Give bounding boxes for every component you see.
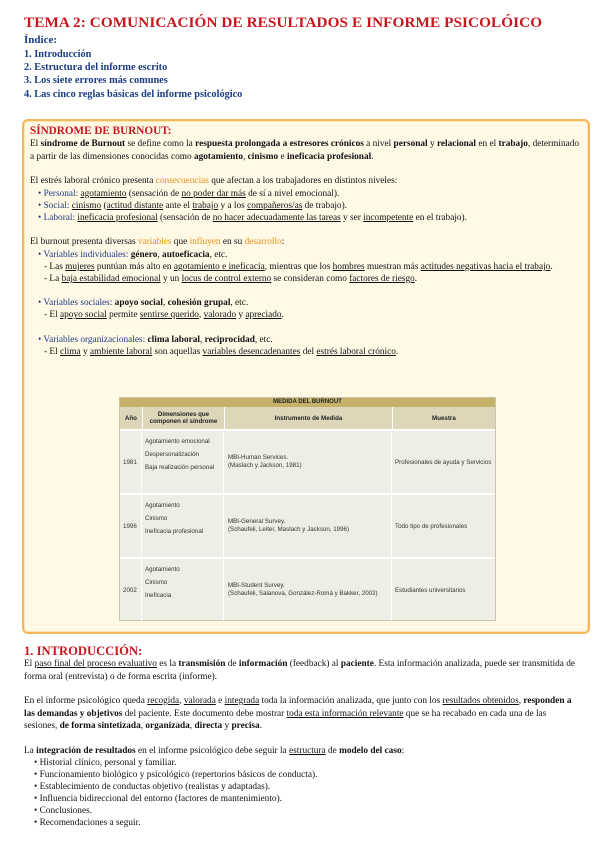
intro-paragraph-2: En el informe psicológico queda recogida, valorada e integrada toda la información analizada, que junto con los resultados obtenidos, responden a las demandas y objetivos del paciente. Este documento debe mostrar toda esta información relevante que se ha recabado en cada una de las sesiones, de forma sintetizada, organizada, directa y precisa. <box>24 696 572 731</box>
list-item: • Recomendaciones a seguir. <box>34 818 141 828</box>
list-item: • Establecimiento de conductas objetivo (realistas y adaptadas). <box>34 782 271 792</box>
row-instrument: MBI-General Survey. (Schaufeli, Leiter, Maslach y Jackson, 1996) <box>224 495 392 557</box>
list-item: • Historial clínico, personal y familiar. <box>34 758 177 768</box>
individual-sub-2: - La baja estabilidad emocional y un locus de control externo se consideran como factores de riesgo. <box>44 274 418 285</box>
row-sample: Todo tipo de profesionales <box>395 522 468 530</box>
list-item: • Conclusiones. <box>34 806 93 816</box>
header-year: Año <box>120 407 143 429</box>
row-year: 2002 <box>120 559 142 621</box>
index-item-2[interactable]: 2. Estructura del informe escrito <box>24 61 168 73</box>
table-header <box>120 407 495 429</box>
header-sample: Muestra <box>432 414 456 422</box>
row-sample: Profesionales de ayuda y Servicios <box>395 458 492 466</box>
index-heading: Índice: <box>24 34 57 46</box>
header-instrument: Instrumento de Medida <box>225 407 393 429</box>
individual-sub-1: - Las mujeres puntúan más alto en agotamiento e ineficacia, mientras que los hombres muestran más actitudes negativas hacia el trabajo. <box>44 261 553 272</box>
list-item: • Influencia bidireccional del entorno (factores de mantenimiento). <box>34 794 282 804</box>
variables-organizational: • Variables organizacionales: clima laboral, reciprocidad, etc. <box>38 334 273 345</box>
level-personal: • Personal: agotamiento (sensación de no poder dar más de sí a nivel emocional). <box>38 188 340 199</box>
row-dimensions: Agotamiento Cinismo Ineficacia profesional <box>142 495 224 557</box>
variables-individual: • Variables individuales: género, autoeficacia, etc. <box>38 249 228 260</box>
row-dimensions: Agotamiento Cinismo Ineficacia <box>142 559 224 621</box>
index-item-3[interactable]: 3. Los siete errores más comunes <box>24 75 168 87</box>
burnout-heading: SÍNDROME DE BURNOUT: <box>30 125 172 137</box>
variables-intro: El burnout presenta diversas variables que influyen en su desarrollo: <box>30 237 285 248</box>
social-sub-1: - El apoyo social permite sentirse querido, valorado y apreciado. <box>44 310 284 321</box>
index-item-4[interactable]: 4. Las cinco reglas básicas del informe psicológico <box>24 88 243 100</box>
page-title: TEMA 2: COMUNICACIÓN DE RESULTADOS E INFORME PSICOLÓICO <box>24 14 543 31</box>
intro-paragraph-3: La integración de resultados en el informe psicológico debe seguir la estructura de modelo del caso: <box>24 745 405 756</box>
intro-paragraph-1: El paso final del proceso evaluativo es la transmisión de información (feedback) al paciente. Esta información analizada, puede ser transmitida de forma oral (entrevista) o de forma escrita (informe). <box>24 659 575 682</box>
level-laboral: • Laboral: ineficacia profesional (sensación de no hacer adecuadamente las tareas y ser incompetente en el trabajo). <box>38 212 467 223</box>
table-row <box>120 429 495 493</box>
organizational-sub-1: - El clima y ambiente laboral son aquellas variables desencadenantes del estrés laboral crónico. <box>44 346 399 357</box>
row-instrument: MBI-Student Survey. (Schaufeli, Salanova, González-Romá y Bakker, 2002) <box>224 559 392 621</box>
level-social: • Social: cinismo (actitud distante ante el trabajo y a los compañeros/as de trabajo). <box>38 200 347 211</box>
index-item-1[interactable]: 1. Introducción <box>24 48 92 60</box>
header-dimensions: Dimensiones que componen el síndrome <box>143 407 225 429</box>
row-year: 1996 <box>120 495 142 557</box>
row-sample: Estudiantes universitarios <box>395 586 466 594</box>
table-row <box>120 557 495 621</box>
row-year: 1981 <box>120 431 142 493</box>
table-caption: MEDIDA DEL BURNOUT <box>120 398 495 407</box>
introduction-section <box>24 644 580 829</box>
table-row <box>120 493 495 557</box>
burnout-box <box>22 119 590 634</box>
burnout-measure-table <box>119 397 496 621</box>
burnout-definition: El síndrome de Burnout se define como la respuesta prolongada a estresores crónicos a nivel personal y relacional en el trabajo, determinado a partir de las dimensiones conocidas como agotamiento, cinismo e ineficacia profesional. <box>30 139 580 162</box>
index <box>24 34 580 101</box>
list-item: • Funcionamiento biológico y psicológico (repertorios básicos de conducta). <box>34 770 318 780</box>
consequences-intro: El estrés laboral crónico presenta consecuencias que afectan a los trabajadores en distintos niveles: <box>30 176 398 186</box>
page <box>24 14 580 828</box>
case-model-list <box>24 757 580 829</box>
row-instrument: MBI-Human Services. (Maslach y Jackson, 1981) <box>224 431 392 493</box>
variables-social: • Variables sociales: apoyo social, cohesión grupal, etc. <box>38 298 249 309</box>
introduction-heading: 1. INTRODUCCIÓN: <box>24 644 143 658</box>
row-dimensions: Agotamiento emocional Despersonalización Baja realización personal <box>142 431 224 493</box>
